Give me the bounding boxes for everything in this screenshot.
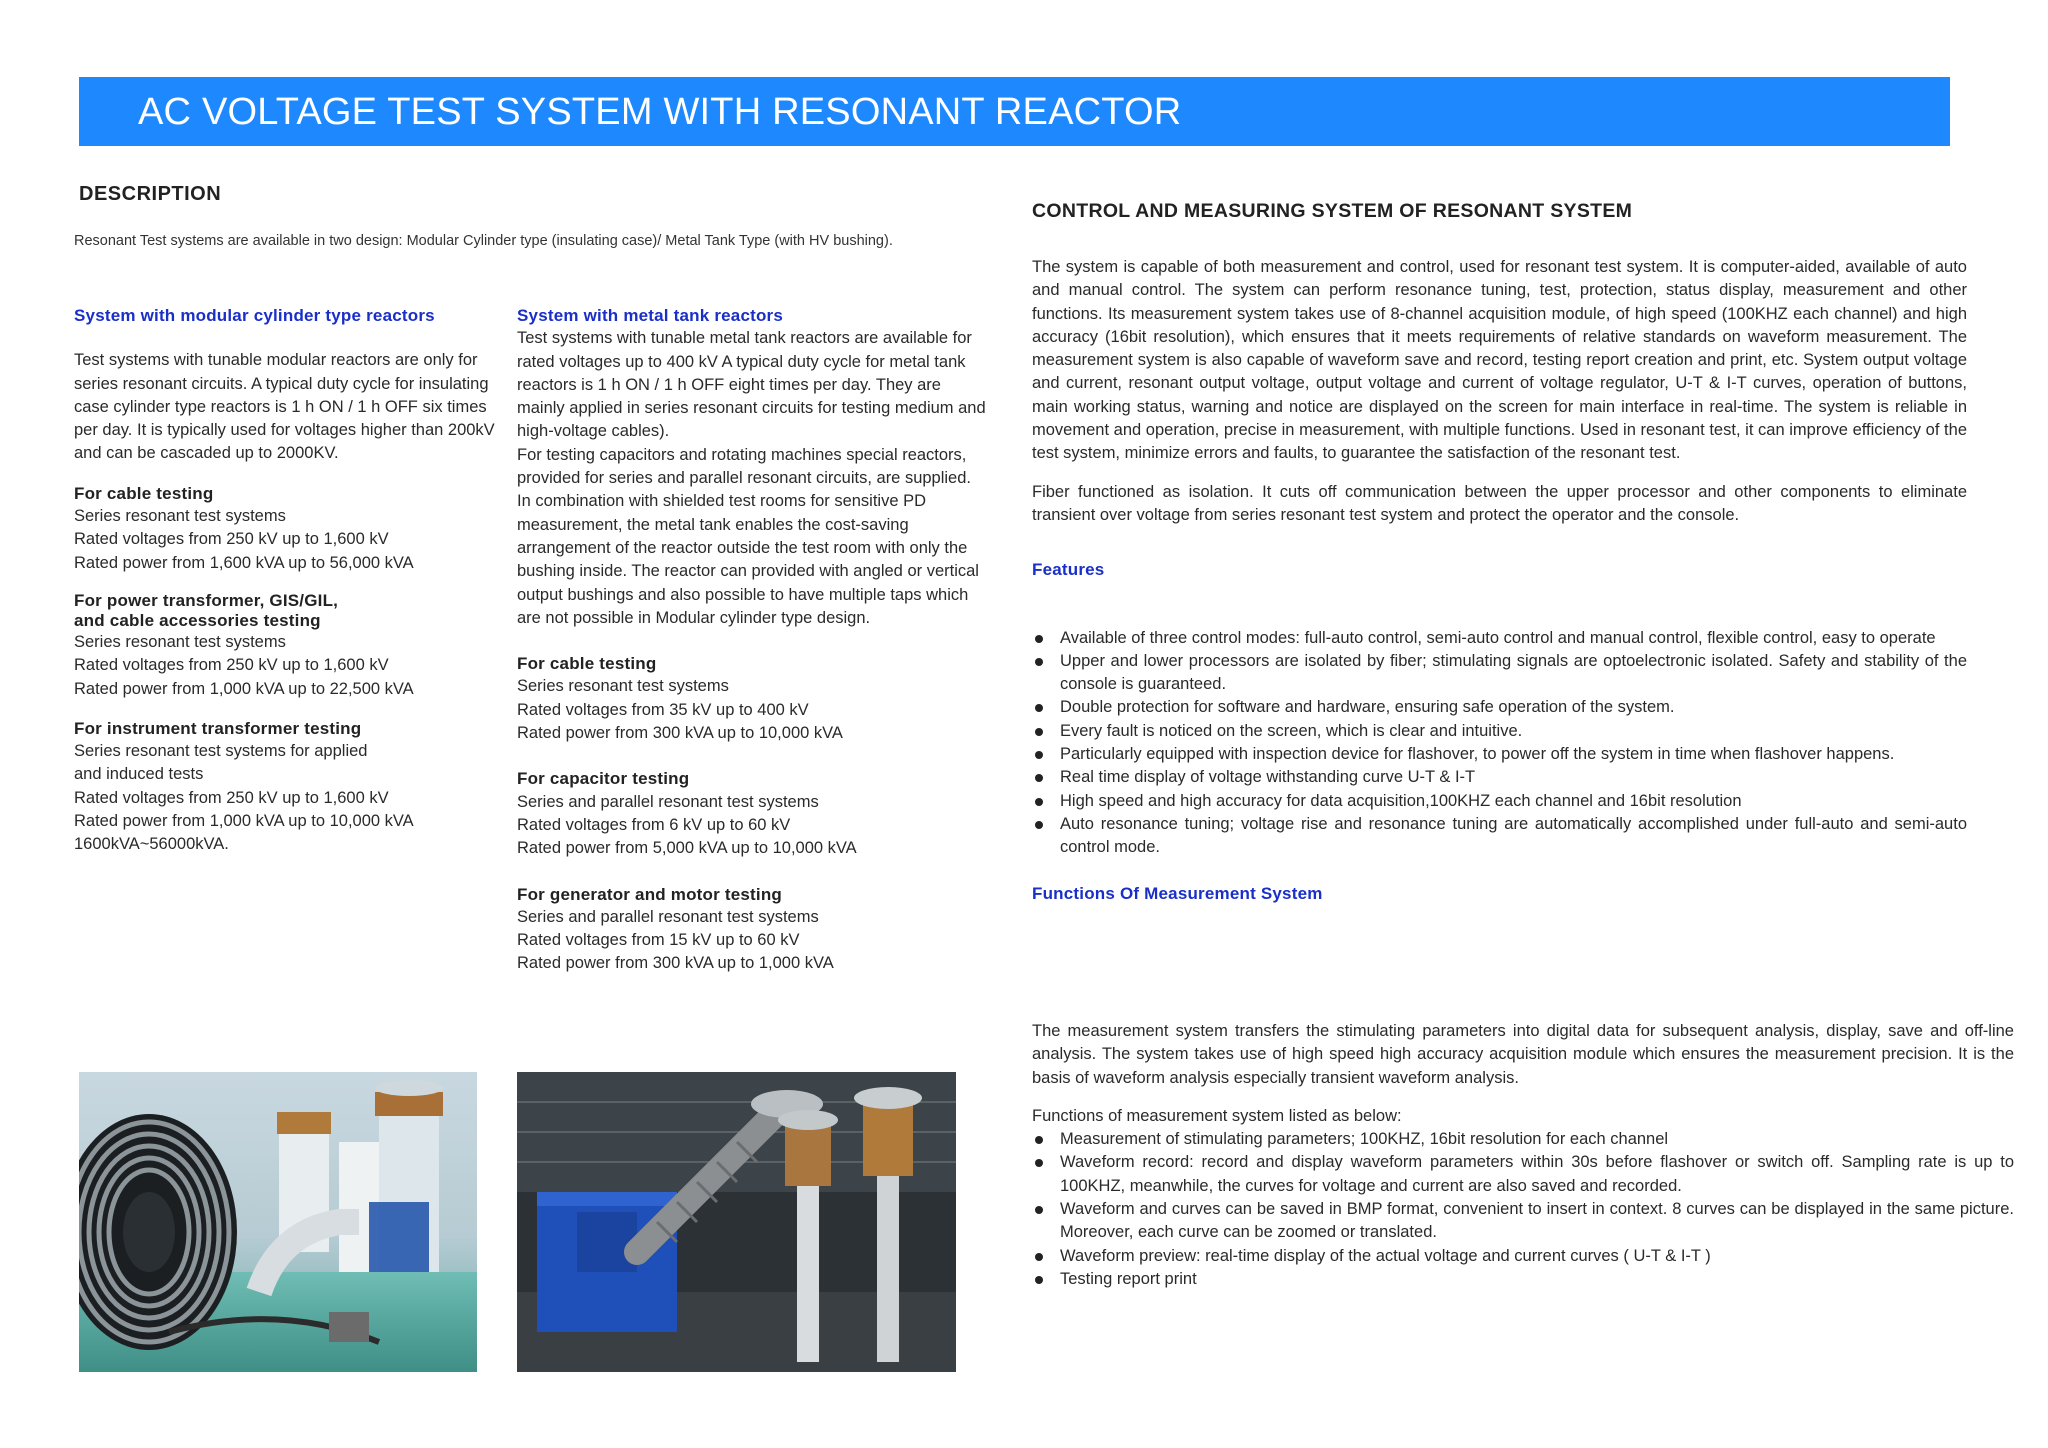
list-item: Testing report print xyxy=(1032,1268,2014,1291)
modular-power-line: Series resonant test systems xyxy=(74,632,286,651)
list-item: Every fault is noticed on the screen, which is clear and intuitive. xyxy=(1032,720,1967,743)
functions-list xyxy=(1032,1128,2014,1291)
metal-capacitor-line: Rated voltages from 6 kV up to 60 kV xyxy=(517,815,791,834)
metal-capacitor-line: Rated power from 5,000 kVA up to 10,000 kVA xyxy=(517,839,857,858)
modular-column xyxy=(74,304,504,857)
bullet-icon xyxy=(1035,658,1043,666)
modular-instrument-line: Rated voltages from 250 kV up to 1,600 kV xyxy=(74,788,389,807)
metal-generator-heading: For generator and motor testing xyxy=(517,884,782,904)
control-heading: CONTROL AND MEASURING SYSTEM OF RESONANT SYSTEM xyxy=(1032,200,1633,222)
metal-cable-line: Rated power from 300 kVA up to 10,000 kVA xyxy=(517,724,843,743)
functions-paragraph: The measurement system transfers the stimulating parameters into digital data for subsequent analysis, display, save and off-line analysis. The system takes use of high speed high accuracy acquisition module which ensures the measurement precision. It is the basis of waveform analysis especially transient waveform analysis. xyxy=(1032,1022,2014,1087)
bullet-icon xyxy=(1035,728,1043,736)
bullet-icon xyxy=(1035,635,1043,643)
metal-cable-line: Rated voltages from 35 kV up to 400 kV xyxy=(517,700,809,719)
modular-cable-line: Series resonant test systems xyxy=(74,507,286,526)
bullet-icon xyxy=(1035,798,1043,806)
modular-cable-heading: For cable testing xyxy=(74,483,214,503)
modular-heading: System with modular cylinder type reactors xyxy=(74,306,435,325)
modular-cable-line: Rated power from 1,600 kVA up to 56,000 kVA xyxy=(74,553,414,572)
modular-instrument-heading: For instrument transformer testing xyxy=(74,718,362,738)
metal-generator-line: Rated voltages from 15 kV up to 60 kV xyxy=(517,931,800,950)
modular-power-line: Rated power from 1,000 kVA up to 22,500 kVA xyxy=(74,679,414,698)
metal-tank-reactor-photo xyxy=(517,1072,956,1372)
modular-instrument-line: 1600kVA~56000kVA. xyxy=(74,835,229,854)
features-heading: Features xyxy=(1032,560,1105,580)
metal-generator-line: Rated power from 300 kVA up to 1,000 kVA xyxy=(517,954,834,973)
bullet-icon xyxy=(1035,1276,1043,1284)
modular-instrument-line: Series resonant test systems for applied xyxy=(74,742,368,761)
metal-cable-line: Series resonant test systems xyxy=(517,677,729,696)
bullet-icon xyxy=(1035,774,1043,782)
modular-instrument-line: Rated power from 1,000 kVA up to 10,000 kVA xyxy=(74,812,414,831)
description-heading: DESCRIPTION xyxy=(79,183,222,205)
modular-body: Test systems with tunable modular reactors are only for series resonant circuits. A typical duty cycle for insulating case cylinder type reactors is 1 h ON / 1 h OFF six times per day. It is typically used for voltages higher than 200kV and can be cascaded up to 2000KV. xyxy=(74,351,495,463)
metal-capacitor-heading: For capacitor testing xyxy=(517,769,690,789)
bullet-icon xyxy=(1035,1136,1043,1144)
modular-power-heading: For power transformer, GIS/GIL, xyxy=(74,590,339,610)
metal-body-1: Test systems with tunable metal tank reactors are available for rated voltages up to 400 kV A typical duty cycle for metal tank reactors is 1 h ON / 1 h OFF eight times per day. They are mainly applied in series resonant circuits for testing medium and high-voltage cables). xyxy=(517,329,986,441)
metal-body-2: For testing capacitors and rotating machines special reactors, provided for series and parallel resonant circuits, are supplied. In combination with shielded test rooms for sensitive PD measurement, the metal tank enables the cost-saving arrangement of the reactor outside the test room with only the bushing inside. The reactor can provided with angled or vertical output bushings and also possible to have multiple taps which are not possible in Modular cylinder type design. xyxy=(517,445,979,627)
functions-list-intro: Functions of measurement system listed as below: xyxy=(1032,1106,1402,1125)
list-item: Measurement of stimulating parameters; 100KHZ, 16bit resolution for each channel xyxy=(1032,1128,2014,1151)
list-item: Auto resonance tuning; voltage rise and resonance tuning are automatically accomplished under full-auto and semi-auto control mode. xyxy=(1032,813,1967,860)
metal-heading: System with metal tank reactors xyxy=(517,306,784,325)
modular-cable-line: Rated voltages from 250 kV up to 1,600 kV xyxy=(74,530,389,549)
control-paragraph-1: The system is capable of both measurement and control, used for resonant test system. It is computer-aided, available of auto and manual control. The system can perform resonance tuning, test, protection, status display, measurement and other functions. Its measurement system takes use of 8-channel acquisition module, of high speed (100KHZ each channel) and high accuracy (16bit resolution), which ensures that it meets requirements of relative standards on waveform measurement. The measurement system is also capable of waveform save and record, testing report creation and print, etc. System output voltage and current, resonant output voltage, output voltage and current of voltage regulator, U-T & I-T curves, operation of buttons, main working status, warning and notice are displayed on the screen for main interface in real-time. The system is reliable in movement and operation, precise in measurement, with multiple functions. Used in resonant test, it can improve efficiency of the test system, minimize errors and faults, to guarantee the satisfaction of the resonant test. xyxy=(1032,258,1967,463)
title-banner xyxy=(79,77,1950,146)
list-item: Waveform preview: real-time display of the actual voltage and current curves ( U-T & I-T ) xyxy=(1032,1245,2014,1268)
page-title: AC VOLTAGE TEST SYSTEM WITH RESONANT REACTOR xyxy=(138,91,1182,133)
bullet-icon xyxy=(1035,1159,1043,1167)
modular-instrument-line: and induced tests xyxy=(74,765,204,784)
modular-power-line: Rated voltages from 250 kV up to 1,600 kV xyxy=(74,656,389,675)
bullet-icon xyxy=(1035,821,1043,829)
control-section xyxy=(1032,256,1967,905)
functions-heading: Functions Of Measurement System xyxy=(1032,883,1323,903)
bullet-icon xyxy=(1035,704,1043,712)
list-item: Waveform record: record and display waveform parameters within 30s before flashover or switch off. Sampling rate is up to 100KHZ, meanwhile, the curves for voltage and current are also saved and recorded. xyxy=(1032,1151,2014,1198)
bullet-icon xyxy=(1035,751,1043,759)
functions-section xyxy=(1032,1020,2014,1291)
description-intro: Resonant Test systems are available in two design: Modular Cylinder type (insulating case)/ Metal Tank Type (with HV bushing). xyxy=(74,233,893,249)
bullet-icon xyxy=(1035,1253,1043,1261)
bullet-icon xyxy=(1035,1206,1043,1214)
list-item: Particularly equipped with inspection device for flashover, to power off the system in time when flashover happens. xyxy=(1032,743,1967,766)
list-item: Available of three control modes: full-auto control, semi-auto control and manual control, flexible control, easy to operate xyxy=(1032,627,1967,650)
modular-reactor-photo xyxy=(79,1072,477,1372)
list-item: Waveform and curves can be saved in BMP format, convenient to insert in context. 8 curves can be displayed in the same picture. Moreover, each curve can be zoomed or translated. xyxy=(1032,1198,2014,1245)
list-item: High speed and high accuracy for data acquisition,100KHZ each channel and 16bit resolution xyxy=(1032,790,1967,813)
list-item: Double protection for software and hardware, ensuring safe operation of the system. xyxy=(1032,696,1967,719)
control-paragraph-2: Fiber functioned as isolation. It cuts off communication between the upper processor and other components to eliminate transient over voltage from series resonant test system and protect the operator and the console. xyxy=(1032,482,1967,524)
metal-cable-heading: For cable testing xyxy=(517,654,657,674)
list-item: Upper and lower processors are isolated by fiber; stimulating signals are optoelectronic isolated. Safety and stability of the console is guaranteed. xyxy=(1032,650,1967,697)
modular-power-heading-2: and cable accessories testing xyxy=(74,610,321,630)
metal-column xyxy=(517,304,987,976)
metal-capacitor-line: Series and parallel resonant test systems xyxy=(517,792,819,811)
metal-generator-line: Series and parallel resonant test systems xyxy=(517,907,819,926)
features-list xyxy=(1032,627,1967,860)
list-item: Real time display of voltage withstanding curve U-T & I-T xyxy=(1032,766,1967,789)
